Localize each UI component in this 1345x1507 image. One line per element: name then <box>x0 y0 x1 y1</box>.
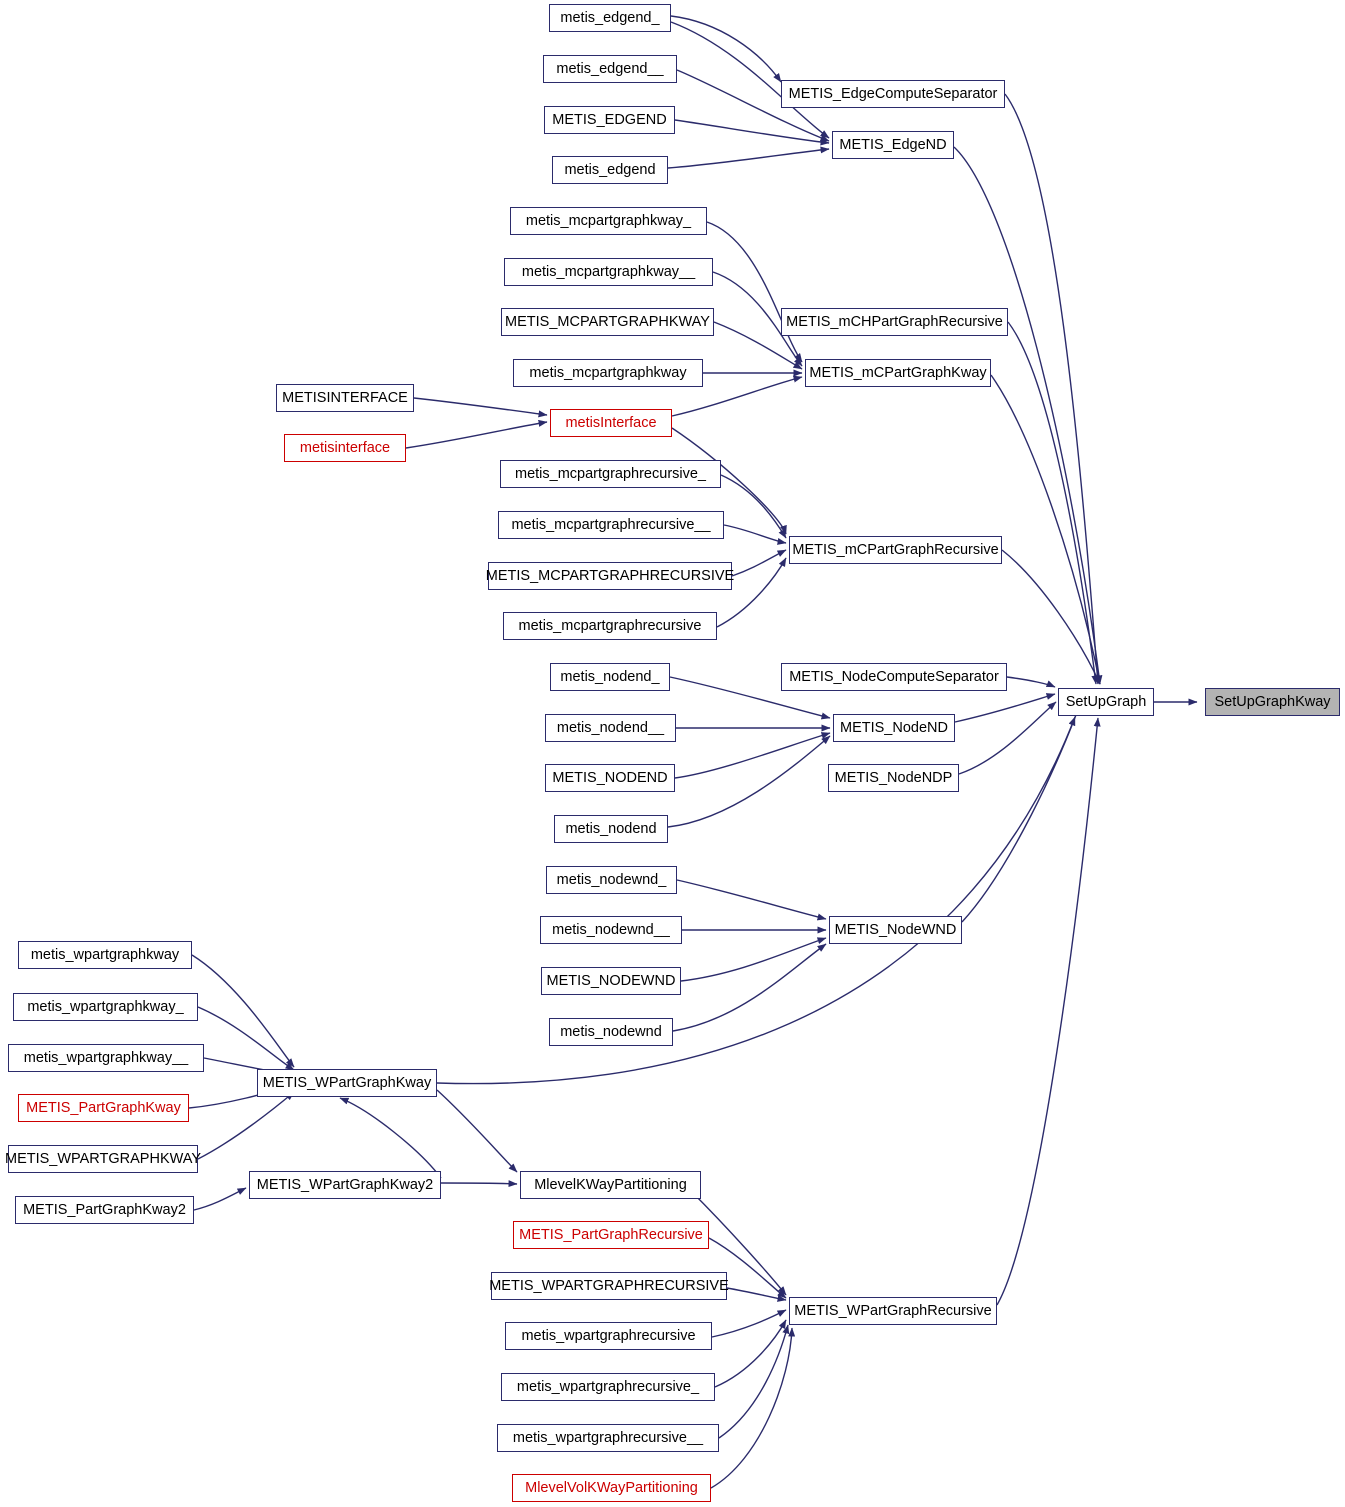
node-METIS_EDGEND[interactable] <box>544 106 675 134</box>
node-label: METIS_EDGEND <box>552 111 667 128</box>
node-label: METIS_mCPartGraphRecursive <box>792 541 999 558</box>
node-label: metis_mcpartgraphrecursive_ <box>515 465 706 482</box>
node-label: METISINTERFACE <box>282 389 408 406</box>
node-label: METIS_NODEND <box>552 769 668 786</box>
node-label: metis_wpartgraphrecursive__ <box>512 1429 704 1446</box>
node-metis_edgend__[interactable] <box>543 55 677 83</box>
node-metis_wpartgraphkway[interactable] <box>18 941 192 969</box>
node-label: metis_wpartgraphkway__ <box>23 1049 189 1066</box>
node-label: metis_wpartgraphrecursive_ <box>516 1378 700 1395</box>
node-label: metis_edgend__ <box>556 60 664 77</box>
node-metisinterface[interactable] <box>284 434 406 462</box>
node-METISINTERFACE[interactable] <box>276 384 414 412</box>
node-label: metis_edgend <box>564 161 656 178</box>
node-label: METIS_WPartGraphKway2 <box>256 1176 434 1193</box>
node-METIS_WPartGraphRecursive[interactable] <box>789 1297 997 1325</box>
node-label: METIS_EdgeND <box>839 136 947 153</box>
node-metis_mcpartgraphrecursive_[interactable] <box>500 460 721 488</box>
node-METIS_NODEND[interactable] <box>545 764 675 792</box>
node-SetUpGraph[interactable] <box>1058 688 1154 716</box>
node-label: MlevelVolKWayPartitioning <box>525 1479 698 1496</box>
node-METIS_EdgeComputeSeparator[interactable] <box>781 80 1005 108</box>
node-label: MlevelKWayPartitioning <box>534 1176 687 1193</box>
node-label: METIS_WPARTGRAPHRECURSIVE <box>489 1277 729 1294</box>
node-METIS_NodeWND[interactable] <box>829 916 962 944</box>
node-metis_wpartgraphrecursive[interactable] <box>505 1322 712 1350</box>
node-METIS_NodeNDP[interactable] <box>828 764 959 792</box>
node-label: METIS_WPartGraphRecursive <box>794 1302 992 1319</box>
node-metis_wpartgraphrecursive_[interactable] <box>501 1373 715 1401</box>
node-label: SetUpGraphKway <box>1214 693 1331 710</box>
node-label: metis_mcpartgraphrecursive <box>518 617 702 634</box>
node-METIS_WPartGraphKway2[interactable] <box>249 1171 441 1199</box>
node-metis_wpartgraphkway_[interactable] <box>13 993 198 1021</box>
node-label: metis_mcpartgraphkway__ <box>521 263 696 280</box>
node-label: metis_mcpartgraphrecursive__ <box>511 516 711 533</box>
node-MlevelKWayPartitioning[interactable] <box>520 1171 701 1199</box>
node-label: metis_wpartgraphrecursive <box>521 1327 696 1344</box>
node-METIS_MCPARTGRAPHKWAY[interactable] <box>501 308 714 336</box>
node-label: metisinterface <box>299 439 391 456</box>
node-METIS_PartGraphKway2[interactable] <box>15 1196 194 1224</box>
node-label: METIS_mCHPartGraphRecursive <box>786 313 1003 330</box>
node-label: metis_edgend_ <box>560 9 660 26</box>
node-label: metis_wpartgraphkway <box>30 946 180 963</box>
node-metis_nodewnd__[interactable] <box>540 916 682 944</box>
node-metis_edgend_[interactable] <box>549 4 671 32</box>
node-label: metis_mcpartgraphkway_ <box>525 212 692 229</box>
node-label: METIS_MCPARTGRAPHRECURSIVE <box>485 567 735 584</box>
node-metis_mcpartgraphrecursive__[interactable] <box>498 511 724 539</box>
node-METIS_mCHPartGraphRecursive[interactable] <box>781 308 1008 336</box>
node-label: METIS_PartGraphKway <box>26 1099 181 1116</box>
node-label: METIS_PartGraphKway2 <box>23 1201 186 1218</box>
node-label: METIS_NODEWND <box>546 972 676 989</box>
node-label: SetUpGraph <box>1065 693 1147 710</box>
node-METIS_WPARTGRAPHRECURSIVE[interactable] <box>491 1272 727 1300</box>
node-metis_wpartgraphkway__[interactable] <box>8 1044 204 1072</box>
node-label: metisInterface <box>565 414 657 431</box>
node-metis_mcpartgraphkway_[interactable] <box>510 207 707 235</box>
node-MlevelVolKWayPartitioning[interactable] <box>512 1474 711 1502</box>
node-metis_nodend[interactable] <box>554 815 668 843</box>
node-label: METIS_MCPARTGRAPHKWAY <box>505 313 710 330</box>
node-metis_wpartgraphrecursive__[interactable] <box>497 1424 719 1452</box>
node-label: METIS_PartGraphRecursive <box>519 1226 703 1243</box>
node-metisInterface[interactable] <box>550 409 672 437</box>
node-label: metis_nodewnd_ <box>556 871 667 888</box>
node-label: METIS_NodeComputeSeparator <box>789 668 999 685</box>
node-label: METIS_WPartGraphKway <box>262 1074 432 1091</box>
node-metis_mcpartgraphkway__[interactable] <box>504 258 713 286</box>
node-label: METIS_NodeWND <box>834 921 957 938</box>
node-label: METIS_NodeND <box>840 719 948 736</box>
node-metis_mcpartgraphrecursive[interactable] <box>503 612 717 640</box>
node-label: metis_nodend <box>565 820 657 837</box>
node-METIS_mCPartGraphRecursive[interactable] <box>789 536 1002 564</box>
node-label: metis_nodewnd <box>560 1023 662 1040</box>
node-METIS_WPartGraphKway[interactable] <box>257 1069 437 1097</box>
node-METIS_PartGraphRecursive[interactable] <box>513 1221 709 1249</box>
node-metis_mcpartgraphkway[interactable] <box>513 359 703 387</box>
node-label: metis_mcpartgraphkway <box>529 364 687 381</box>
node-METIS_NODEWND[interactable] <box>541 967 681 995</box>
node-METIS_EdgeND[interactable] <box>832 131 954 159</box>
node-METIS_WPARTGRAPHKWAY[interactable] <box>4 1145 202 1173</box>
node-label: METIS_NodeNDP <box>834 769 953 786</box>
node-metis_nodewnd[interactable] <box>549 1018 673 1046</box>
node-label: metis_nodewnd__ <box>552 921 670 938</box>
node-label: METIS_EdgeComputeSeparator <box>788 85 998 102</box>
node-label: metis_wpartgraphkway_ <box>27 998 184 1015</box>
node-metis_nodewnd_[interactable] <box>546 866 677 894</box>
node-METIS_NodeND[interactable] <box>833 714 955 742</box>
node-METIS_PartGraphKway[interactable] <box>18 1094 189 1122</box>
node-SetUpGraphKway[interactable] <box>1205 688 1340 716</box>
node-metis_edgend[interactable] <box>552 156 668 184</box>
node-label: METIS_WPARTGRAPHKWAY <box>4 1150 202 1167</box>
node-metis_nodend__[interactable] <box>545 714 676 742</box>
node-label: metis_nodend__ <box>556 719 665 736</box>
node-metis_nodend_[interactable] <box>550 663 670 691</box>
node-label: metis_nodend_ <box>560 668 660 685</box>
node-METIS_mCPartGraphKway[interactable] <box>805 359 991 387</box>
node-METIS_MCPARTGRAPHRECURSIVE[interactable] <box>485 562 735 590</box>
node-METIS_NodeComputeSeparator[interactable] <box>781 663 1007 691</box>
node-label: METIS_mCPartGraphKway <box>809 364 987 381</box>
